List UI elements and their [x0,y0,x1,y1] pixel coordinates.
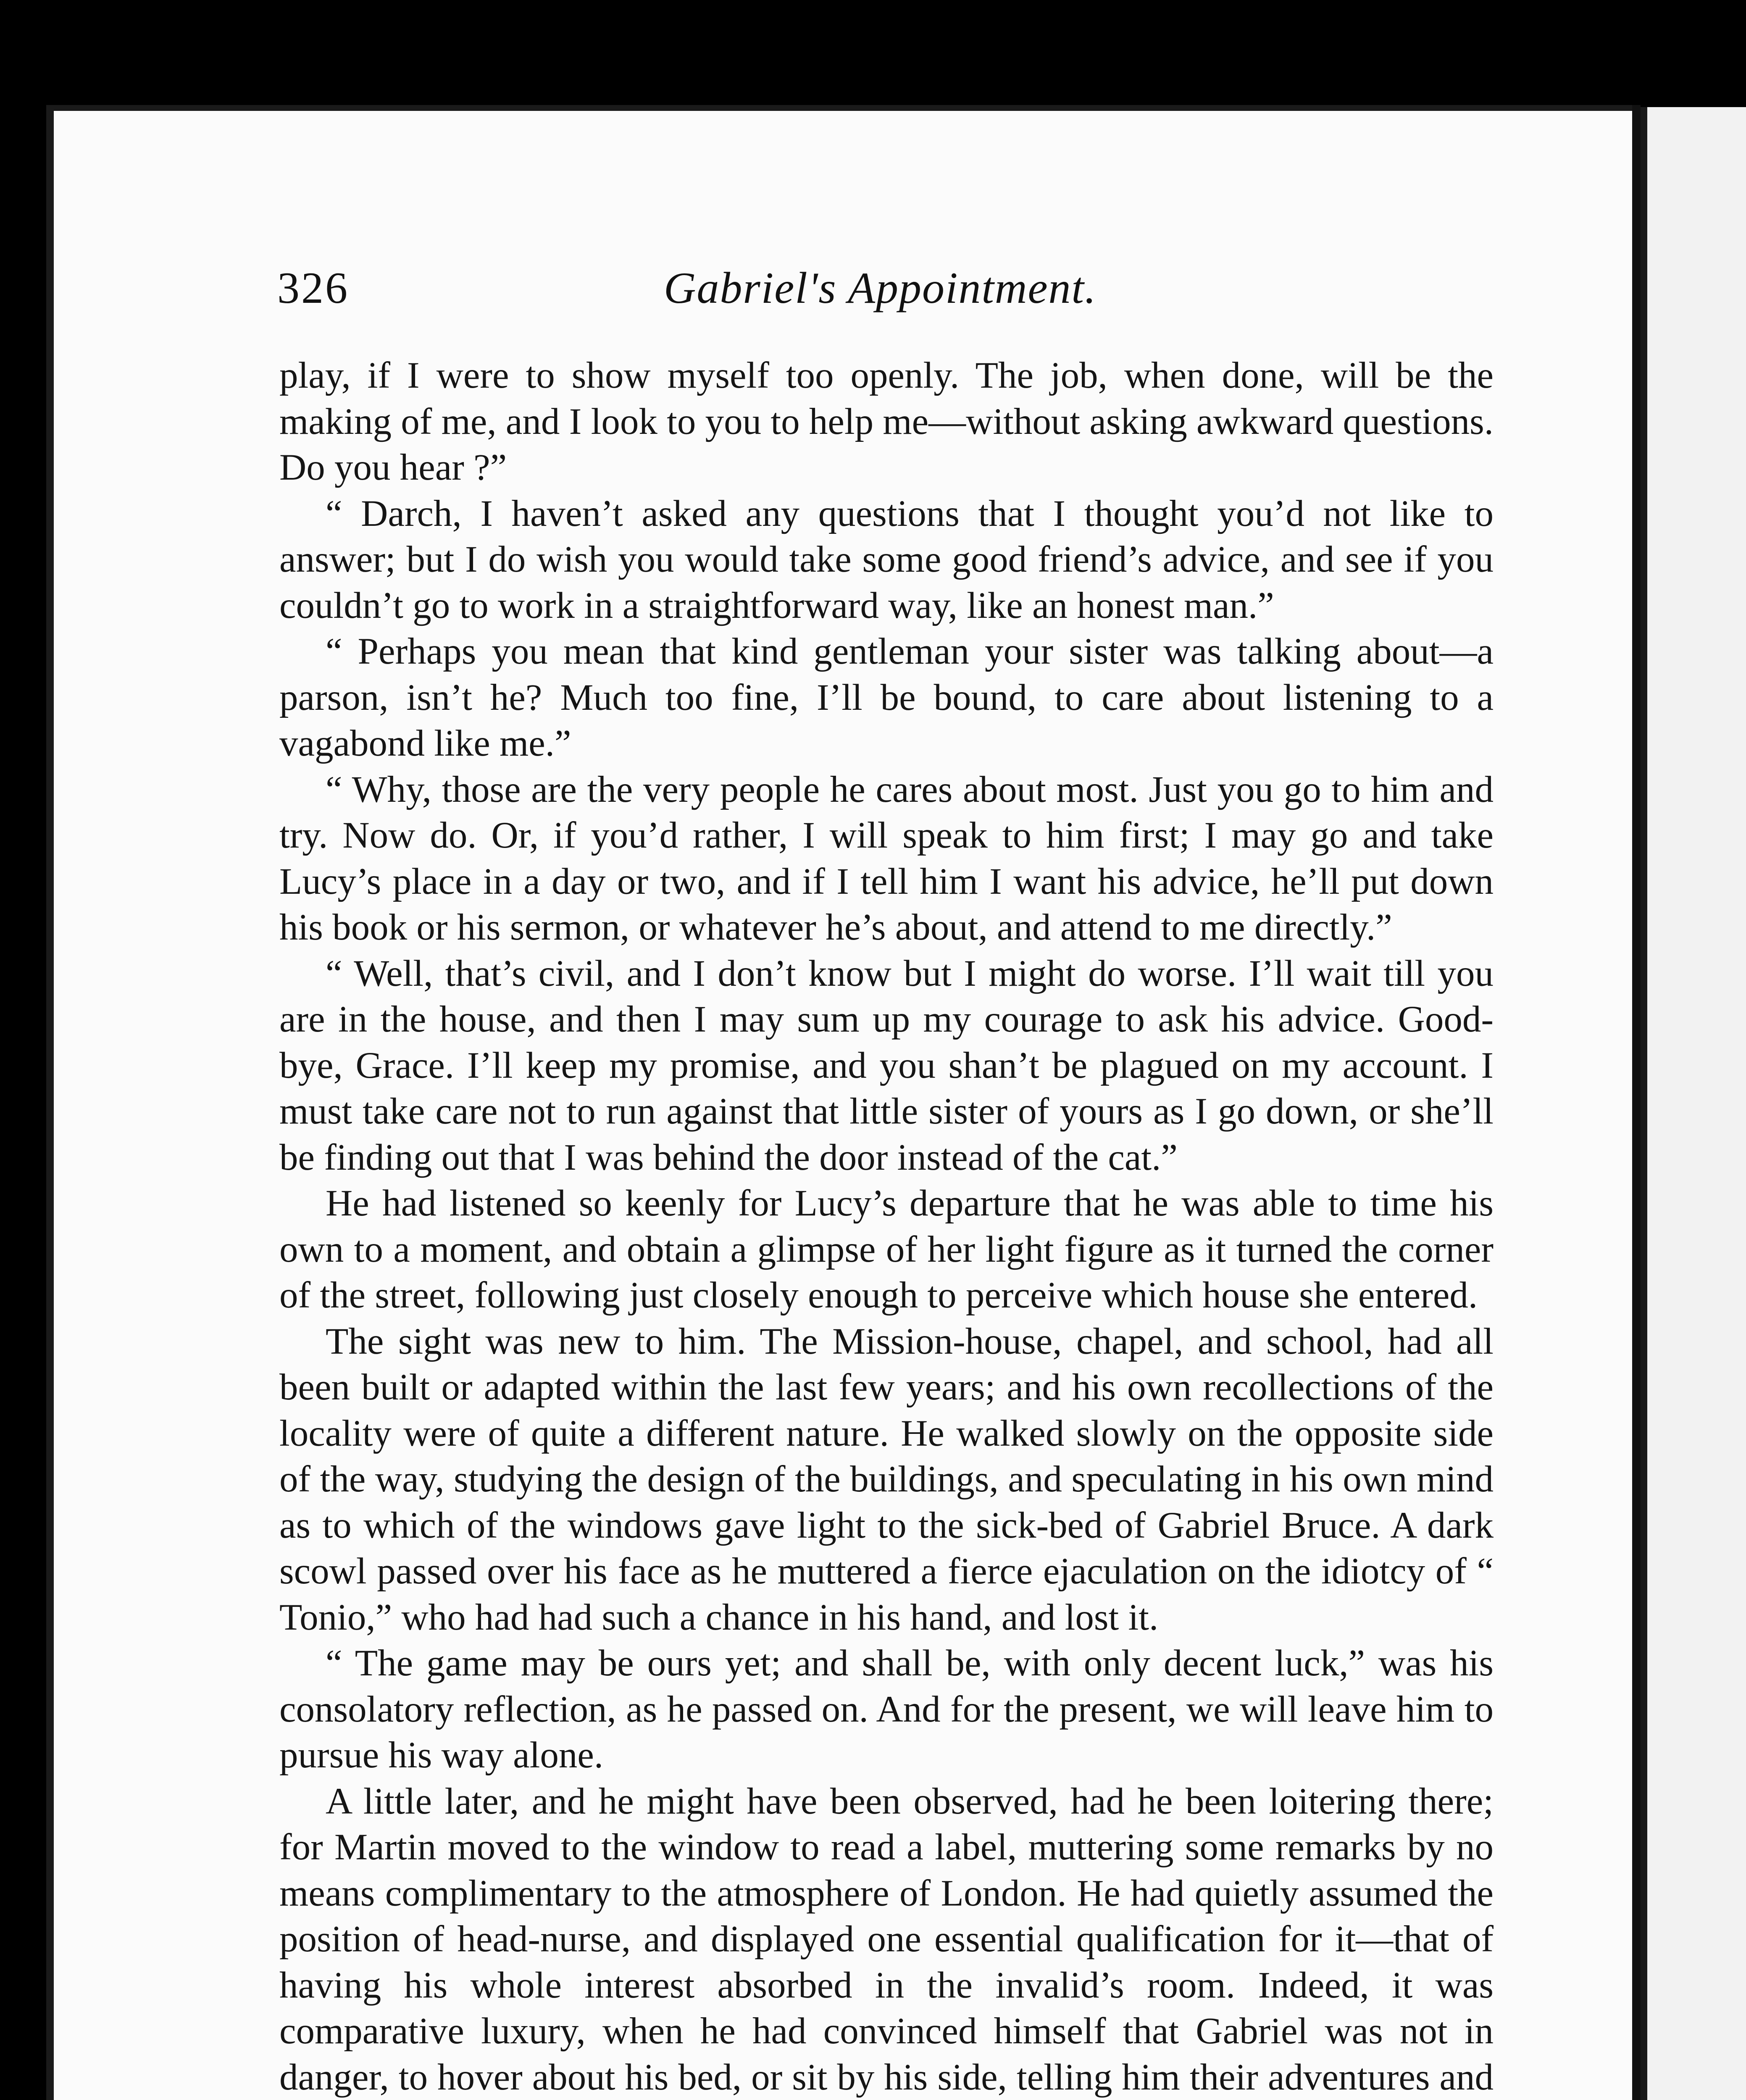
top-margin-band [0,0,1746,105]
running-title: Gabriel's Appointment. [664,263,1097,312]
paragraph: “ Well, that’s civil, and I don’t know but I might do worse. I’ll wait till you are in the house, and then I may sum up my courage to ask his advice. Good-bye, Grace. I’ll keep my promise, and you shan’t be plagued on my account. I must take care not to run against that little sister of yours as I go down, or she’ll be finding out that I was behind the door instead of the cat.” [279,953,1494,1178]
body-text [279,353,1494,2100]
paragraph: The sight was new to him. The Mission-house, chapel, and school, had all been built or adapted within the last few years; and his own recollections of the locality were of quite a different nature. He walked slowly on the opposite side of the way, studying the design of the buildings, and speculating in his own mind as to which of the windows gave light to the sick-bed of Gabriel Bruce. A dark scowl passed over his face as he muttered a fierce ejaculation on the idiotcy of “ Tonio,” who had had such a chance in his hand, and lost it. [279,1320,1494,1638]
paragraph: play, if I were to show myself too openly. The job, when done, will be the making of me, and I look to you to help me—without asking awkward questions. Do you hear ?” [279,355,1494,488]
page-number: 326 [277,263,349,312]
paragraph: “ Perhaps you mean that kind gentleman your sister was talking about—a parson, isn’t he? Much too fine, I’ll be bound, to care about listening to a vagabond like me.” [279,631,1494,764]
paragraph: “ The game may be ours yet; and shall be, with only decent luck,” was his consolatory reflection, as he passed on. And for the present, we will leave him to pursue his way alone. [279,1643,1494,1776]
paragraph: “ Darch, I haven’t asked any questions that I thought you’d not like to answer; but I do wish you would take some good friend’s advice, and see if you couldn’t go to work in a straightforward way, like an honest man.” [279,493,1494,626]
paragraph: “ Why, those are the very people he cares about most. Just you go to him and try. Now do. Or, if you’d rather, I will speak to him first; I may go and take Lucy’s place in a day or two, and if I tell him I want his advice, he’ll put down his book or his sermon, or whatever he’s about, and attend to me directly.” [279,769,1494,948]
running-header [277,262,1496,321]
page-gutter-shadow [1632,105,1641,2100]
paragraph: He had listened so keenly for Lucy’s departure that he was able to time his own to a moment, and obtain a glimpse of her light figure as it turned the corner of the street, following just closely enough to perceive which house she entered. [279,1183,1494,1316]
paragraph: A little later, and he might have been observed, had he been loitering there; for Martin moved to the window to read a label, muttering some remarks by no means complimentary to the atmosphere of London. He had quietly assumed the position of head-nurse, and displayed one essential qualification for it—that of having his whole interest absorbed in the invalid’s room. Indeed, it was comparative luxury, when he had convinced himself that Gabriel was not in danger, to hover about his bed, or sit by his side, telling him their adventures and [279,1780,1494,2098]
adjacent-page-edge [1641,107,1746,2100]
